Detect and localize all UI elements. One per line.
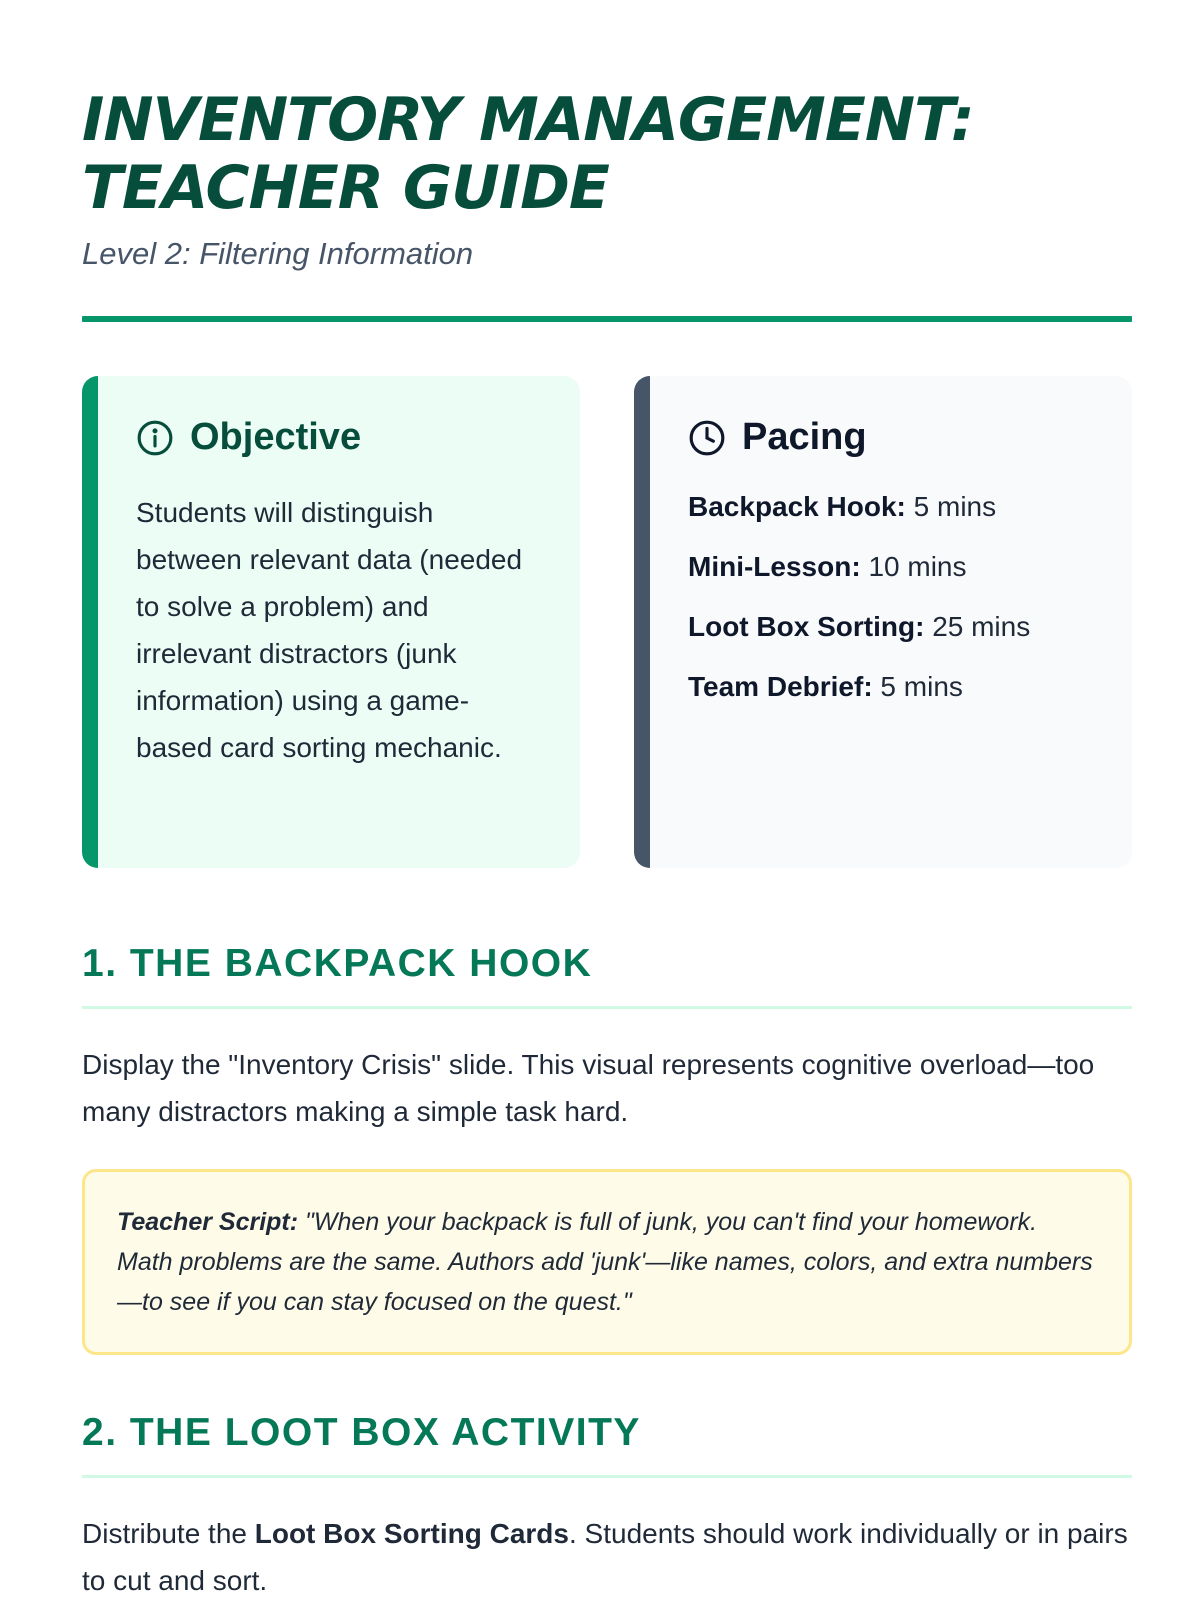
- pacing-item: [688, 609, 1092, 645]
- pacing-item-value: 5 mins: [913, 491, 997, 522]
- pacing-title: Pacing: [742, 416, 867, 458]
- pacing-item: [688, 669, 1092, 705]
- text-after: . Students should work individually or in pairs to cut and sort.: [82, 1518, 1128, 1596]
- objective-card: [82, 376, 580, 868]
- title-line-2: TEACHER GUIDE: [82, 153, 609, 223]
- text-bold: Loot Box Sorting Cards: [254, 1518, 569, 1549]
- pacing-header: [688, 416, 1092, 459]
- objective-header: [136, 416, 540, 459]
- section-loot-box: [82, 1411, 1132, 1600]
- script-label: Teacher Script:: [117, 1208, 299, 1236]
- pacing-item-label: Mini-Lesson:: [688, 551, 861, 582]
- section-title: 1. THE BACKPACK HOOK: [82, 942, 1132, 1009]
- pacing-card: [634, 376, 1132, 868]
- pacing-item-label: Team Debrief:: [688, 671, 873, 702]
- section-text: Display the "Inventory Crisis" slide. This visual represents cognitive overload—too many distractors making a simple task hard.: [82, 1049, 1095, 1127]
- section-title: 2. THE LOOT BOX ACTIVITY: [82, 1411, 1132, 1478]
- pacing-item-value: 25 mins: [932, 611, 1031, 642]
- pacing-item-label: Backpack Hook:: [688, 491, 906, 522]
- info-cards: [82, 376, 1132, 868]
- objective-text: Students will distinguish between relevant data (needed to solve a problem) and irrelevant distractors (junk information) using a game-based card sorting mechanic.: [136, 497, 523, 763]
- page-subtitle: Level 2: Filtering Information: [82, 236, 474, 271]
- title-line-1: INVENTORY MANAGEMENT:: [82, 85, 974, 155]
- script-text: "When your backpack is full of junk, you can't find your homework. Math problems are the same. Authors add 'junk'—like names, colors, and extra numbers—to see if you can stay focused on the quest.": [117, 1208, 1093, 1316]
- pacing-item: [688, 489, 1092, 525]
- teacher-script-callout: [82, 1169, 1132, 1355]
- pacing-item-value: 5 mins: [880, 671, 963, 702]
- header-divider: [82, 316, 1132, 322]
- pacing-item-label: Loot Box Sorting:: [688, 611, 925, 642]
- teacher-guide-page: [82, 86, 1132, 1600]
- objective-title: Objective: [190, 416, 362, 458]
- pacing-item-value: 10 mins: [868, 551, 967, 582]
- section-backpack-hook: [82, 942, 1132, 1355]
- pacing-item: [688, 549, 1092, 585]
- clock-icon: [688, 419, 726, 457]
- page-title: [82, 86, 1132, 222]
- section-text: [82, 1510, 1132, 1600]
- text-before: Distribute the: [82, 1518, 255, 1549]
- info-circle-icon: [136, 419, 174, 457]
